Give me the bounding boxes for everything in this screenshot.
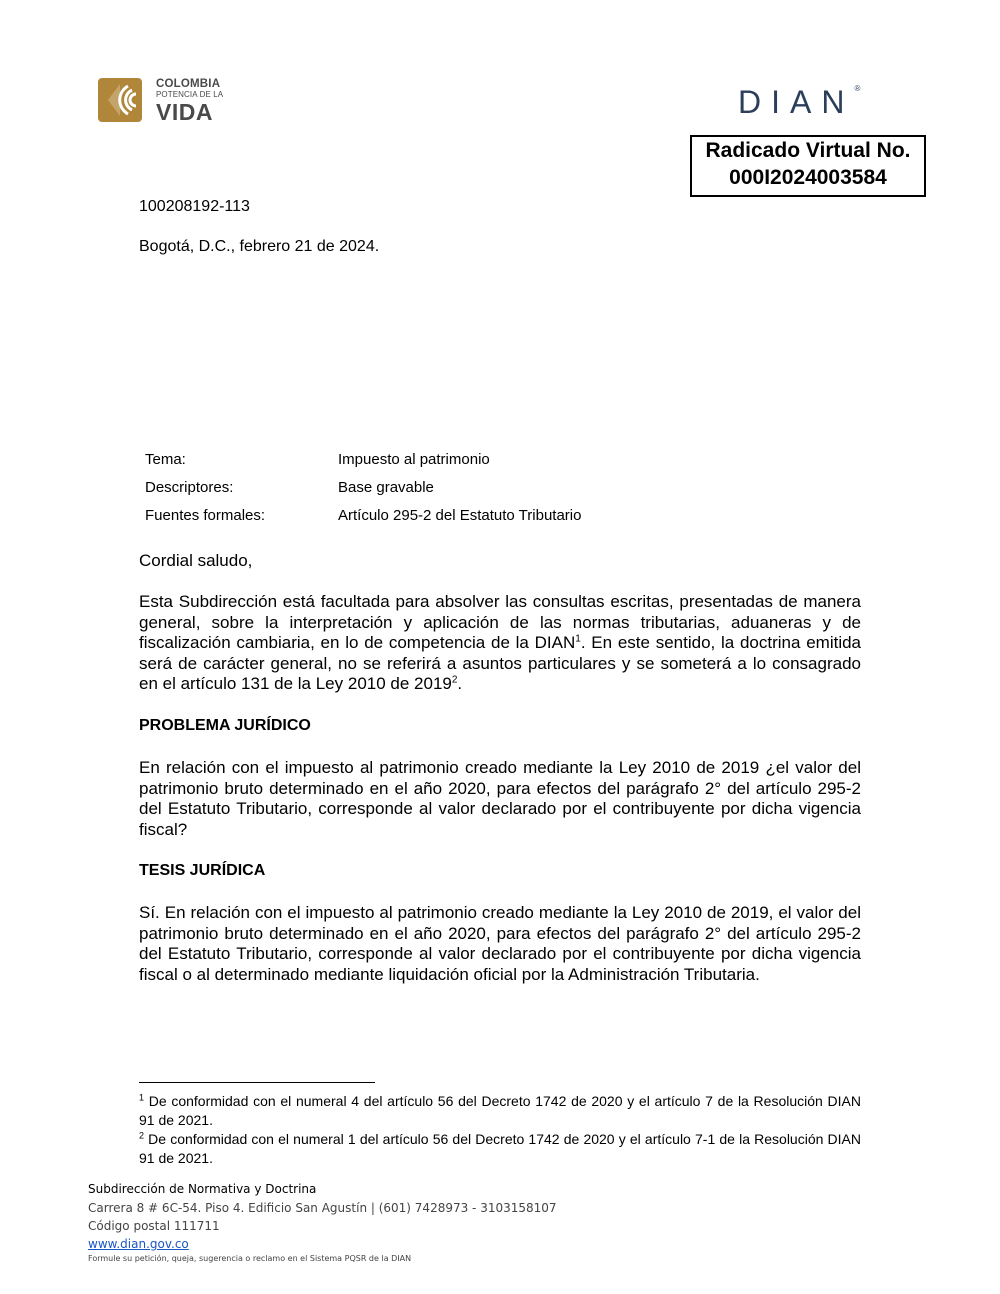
footer-address: Carrera 8 # 6C-54. Piso 4. Edificio San Agustín | (601) 7428973 - 3103158107 <box>88 1201 557 1215</box>
meta-value-fuentes: Artículo 295-2 del Estatuto Tributario <box>338 507 582 524</box>
footnote-1 <box>139 1092 861 1130</box>
footnote-ref-1[interactable]: 1 <box>575 633 581 645</box>
dian-logo-text: DIAN <box>738 84 855 120</box>
intro-text-2: . En este sentido, la doctrina emitida será de carácter general, no se referirá a asuntos particulares y se someterá a lo consagrado en el artículo 131 de la Ley 2010 de 2019 <box>139 633 862 693</box>
reference-number: 100208192-113 <box>139 198 250 215</box>
registered-mark: ® <box>854 84 861 93</box>
tesis-heading: TESIS JURÍDICA <box>139 862 266 879</box>
footer-postal: Código postal 111711 <box>88 1219 220 1233</box>
footnote-text-1: De conformidad con el numeral 4 del artículo 56 del Decreto 1742 de 2020 y el artículo 7 de la Resolución DIAN 91 de 2021. <box>139 1093 861 1128</box>
radicado-label: Radicado Virtual No. <box>705 139 911 162</box>
footnote-divider <box>139 1082 375 1083</box>
logo-line-potencia: POTENCIA DE LA <box>156 90 224 99</box>
footnote-number-2: 2 <box>139 1130 145 1141</box>
tesis-paragraph: Sí. En relación con el impuesto al patrimonio creado mediante la Ley 2010 de 2019, el valor del patrimonio bruto determinado en el año 2020, para efectos del parágrafo 2° del artículo 295-2 del Estatuto Tributario, corresponde al valor declarado por el contribuyente por dicha vigencia fiscal o al determinado mediante liquidación oficial por la Administración Tributaria. <box>139 903 861 984</box>
logo-line-colombia: COLOMBIA <box>156 78 221 90</box>
logo-line-vida: VIDA <box>156 99 213 125</box>
date-line: Bogotá, D.C., febrero 21 de 2024. <box>139 238 380 255</box>
colombia-potencia-logo <box>98 76 238 126</box>
footnote-number-1: 1 <box>139 1092 145 1103</box>
footer-pqsr-note: Formule su petición, queja, sugerencia o reclamo en el Sistema PQSR de la DIAN <box>88 1254 412 1263</box>
radicado-box <box>690 135 926 197</box>
meta-value-descriptores: Base gravable <box>338 479 434 496</box>
problema-heading: PROBLEMA JURÍDICO <box>139 717 311 734</box>
problema-paragraph: En relación con el impuesto al patrimonio creado mediante la Ley 2010 de 2019 ¿el valor del patrimonio bruto determinado en el año 2020, para efectos del parágrafo 2° del artículo 295-2 del Estatuto Tributario, corresponde al valor declarado por el contribuyente por dicha vigencia fiscal? <box>139 758 861 839</box>
intro-text-1: Esta Subdirección está facultada para absolver las consultas escritas, presentadas de manera general, sobre la interpretación y aplicación de las normas tributarias, aduaneras y de fiscalización cambiaria, en lo de competencia de la DIAN <box>139 592 861 652</box>
intro-paragraph <box>139 592 861 695</box>
dian-logo <box>738 84 903 118</box>
intro-text-3: . <box>457 674 463 693</box>
meta-value-tema: Impuesto al patrimonio <box>338 451 490 468</box>
footnote-2 <box>139 1130 861 1168</box>
footnote-ref-2[interactable]: 2 <box>451 674 458 686</box>
meta-label-descriptores: Descriptores: <box>145 479 234 496</box>
meta-label-fuentes: Fuentes formales: <box>145 507 266 524</box>
radicado-number: 000I2024003584 <box>729 166 887 189</box>
colombia-wave-icon <box>98 76 150 124</box>
footer-website-link[interactable]: www.dian.gov.co <box>88 1237 189 1251</box>
meta-label-tema: Tema: <box>145 451 186 468</box>
footnote-text-2: De conformidad con el numeral 1 del artículo 56 del Decreto 1742 de 2020 y el artículo 7-1 de la Resolución DIAN 91 de 2021. <box>139 1131 861 1166</box>
greeting: Cordial saludo, <box>139 551 253 570</box>
footer-office: Subdirección de Normativa y Doctrina <box>88 1182 317 1196</box>
